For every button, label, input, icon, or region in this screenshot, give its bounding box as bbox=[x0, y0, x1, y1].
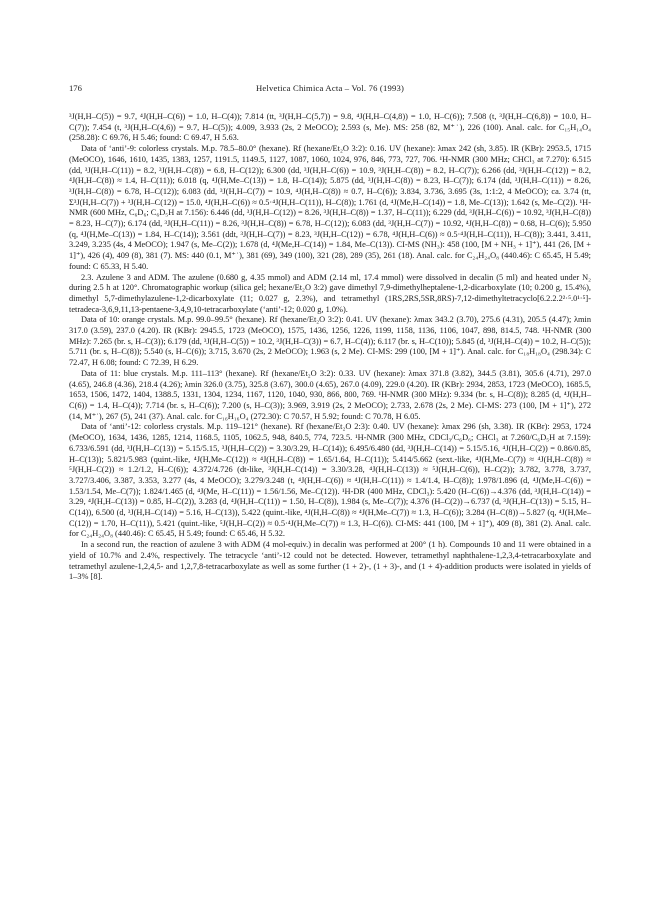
journal-title: Helvetica Chimica Acta – Vol. 76 (1993) bbox=[255, 83, 405, 93]
paragraph-section-2-3: 2.3. Azulene 3 and ADM. The azulene (0.680 g, 4.35 mmol) and ADM (2.14 ml, 17.4 mmol) were dissolved in decalin (5 ml) and heated under N₂ during 2.5 h at 120°. Chromatographic workup (silica gel; hexane/Et₂O 3:2) gave dimethyl 7,9-dimethylheptalene-1,2-dicarboxylate (10; 0.200 g, 15.4%), dimethyl 5,7-dimethylazulene-1,2-dicarboxylate (11; 0.027 g, 2.3%), and tetramethyl (1RS,2RS,5SR,8RS)-7,12-dimethyltetracyclo[6.2.2.2²·⁵.0¹·⁵]-tetradeca-3,6,9,11,13-pentaene-3,4,9,10-tetracarboxylate (‘anti’-12; 0.020 g, 1.0%). bbox=[69, 272, 591, 314]
journal-page bbox=[69, 82, 591, 897]
paragraph-data-anti-12: Data of ‘anti’-12: colorless crystals. M.p. 119–121° (hexane). Rf (hexane/Et₂O 2:3): 0.40. UV (hexane): λmax 296 (sh, 3.38). IR (KBr): 2953, 1724 (MeOCO), 1634, 1436, 1285, 1214, 1168.5, 1105, 1062.5, 948, 840.5, 774, 723.5. ¹H-NMR (300 MHz, CDCl₃/C₆D₆; CHCl₃ at 7.260/C₆D₅H at 7.159): 6.733/6.591 (dd, ³J(H,H–C(13)) = 5.15/5.15, ³J(H,H–C(2)) = 3.30/3.29, H–C(14)); 6.495/6.480 (dd, ³J(H,H–C(14)) = 5.15/5.16, ⁴J(H,H–C(2)) = 0.86/0.85, H–C(13)); 5.821/5.983 (quint.-like, ⁴J(H,Me–C(12)) ≈ ⁴J(H,H–C(8)) = 1.65/1.64, H–C(11)); 5.414/5.662 (sext.-like, ⁴J(H,Me–C(7)) ≈ ⁴J(H,H–C(8)) ≈ ⁵J(H,H–C(2)) ≈ 1.2/1.2, H–C(6)); 4.372/4.726 (dt-like, ³J(H,H–C(14)) = 3.30/3.28, ⁴J(H,H–C(13)) ≈ ⁵J(H,H–C(6)), H–C(2)); 3.782, 3.778, 3.737, 3.727/3.406, 3.387, 3.353, 3.277 (4s, 4 MeOCO); 3.279/3.248 (t, ⁴J(H,H–C(6)) ≈ ⁴J(H,H–C(11)) ≈ 1.4/1.4, H–C(8)); 1.978/1.896 (d, ⁴J(Me,H–C(6)) = 1.53/1.54, Me–C(7)); 1.824/1.465 (d, ⁴J(Me, H–C(11)) = 1.56/1.56, Me–C(12)). ¹H-DR (400 MHz, CDCl₃): 5.420 (H–C(6))→4.376 (dd, ³J(H,H–C(14)) = 3.29, ⁴J(H,H–C(13)) = 0.85, H–C(2)), 3.283 (d, ⁴J(H,H–C(11)) = 1.50, H–C(8)), 1.984 (s, Me–C(7)); 4.376 (H–C(2))→6.737 (d, ³J(H,H–C(13)) = 5.15, H–C(14)), 6.500 (d, ³J(H,H–C(14)) = 5.16, H–C(13)), 5.422 (quint.-like, ⁴J(H,H–C(8)) ≈ ⁴J(H,Me–C(7)) ≈ 1.3, H–C(6)); 3.284 (H–C(8))→5.827 (q, ⁴J(H,Me–C(12)) = 1.70, H–C(11)), 5.421 (quint.-like, ⁵J(H,H–C(2)) ≈ 0.5·⁴J(H,Me–C(7)) ≈ 1.3, H–C(6)). CI-MS: 441 (100, [M + 1]⁺), 409 (8), 381 (2). Anal. calc. for C₂₄H₂₄O₈ (440.46): C 65.45, H 5.49; found: C 65.46, H 5.32. bbox=[69, 422, 591, 539]
running-header bbox=[69, 82, 591, 96]
paragraph-data-10: Data of 10: orange crystals. M.p. 99.0–99.5° (hexane). Rf (hexane/Et₂O 3:2): 0.41. UV (hexane): λmax 343.2 (3.70), 275.6 (4.31), 205.5 (4.47); λmin 317.0 (3.59), 237.0 (4.20). IR (KBr): 2945.5, 1723 (MeOCO), 1575, 1436, 1256, 1226, 1199, 1158, 1136, 1106, 1047, 898, 814.5, 748. ¹H-NMR (300 MHz): 7.265 (br. s, H–C(3)); 6.179 (dd, ³J(H,H–C(5)) = 10.2, ³J(H,H–C(3)) = 6.7, H–C(4)); 6.117 (br. s, H–C(10)); 5.845 (d, ³J(H,H–C(4)) = 10.2, H–C(5)); 5.711 (br. s, H–C(8)); 5.540 (s, H–C(6)); 3.715, 3.670 (2s, 2 MeOCO); 1.963 (s, 2 Me). CI-MS: 299 (100, [M + 1]⁺). Anal. calc. for C₁₈H₁₈O₄ (298.34): C 72.47, H 6.08; found: C 72.39, H 6.29. bbox=[69, 315, 591, 368]
paragraph-nmr-continuation: ³J(H,H–C(5)) = 9.7, ⁴J(H,H–C(6)) = 1.0, H–C(4)); 7.814 (tt, ³J(H,H–C(5,7)) = 9.8, ⁴J(H,H–C(4,8)) = 1.0, H–C(6)); 7.508 (t, ³J(H,H–C(6,8)) = 10.0, H–C(7)); 7.454 (t, ³J(H,H–C(4,6)) = 9.7, H–C(5)); 4.009, 3.933 (2s, 2 MeOCO); 2.593 (s, Me). MS: 258 (82, M⁺˙), 226 (100). Anal. calc. for C₁₅H₁₄O₄ (258.28): C 69.76, H 5.46; found: C 69.47, H 5.63. bbox=[69, 112, 591, 143]
article-body bbox=[69, 112, 591, 583]
paragraph-data-anti-9: Data of ‘anti’-9: colorless crystals. M.p. 78.5–80.0° (hexane). Rf (hexane/Et₂O 3:2): 0.16. UV (hexane): λmax 242 (sh, 3.85). IR (KBr): 2953.5, 1715 (MeOCO), 1646, 1610, 1435, 1383, 1257, 1191.5, 1149.5, 1127, 1087, 1060, 1024, 976, 846, 773, 727, 706. ¹H-NMR (300 MHz; CHCl₃ at 7.270): 6.515 (dd, ³J(H,H–C(11)) = 8.2, ³J(H,H–C(8)) = 6.8, H–C(12)); 6.300 (dd, ³J(H,H–C(6)) = 10.9, ³J(H,H–C(8)) = 8.2, H–C(7)); 6.266 (dd, ³J(H,H–C(12)) = 8.2, ⁴J(H,H–C(8)) ≈ 1.4, H–C(11)); 6.018 (q, ⁴J(H,Me–C(13)) = 1.8, H–C(14)); 5.875 (dd, ³J(H,H–C(8)) = 8.23, H–C(7)); 6.174 (dd, ³J(H,H–C(11)) = 8.26, ³J(H,H–C(8)) = 6.78, H–C(12)); 6.083 (dd, ³J(H,H–C(7)) = 10.9, ⁴J(H,H–C(8)) ≈ 0.7, H–C(6)); 3.834, 3.736, 3.695 (3s, 1:1:2, 4 MeOCO); ca. 3.74 (tt, Σ³J(H,H–C(7)) + ³J(H,H–C(12)) = 15.0, ⁴J(H,H–C(6)) ≈ 0.5·⁴J(H,H–C(11)), H–C(8)); 1.761 (d, ⁴J(Me,H–C(14)) = 1.8, Me–C(13)); 1.642 (s, Me–C(2)). ¹H-NMR (600 MHz, C₆D₆; C₆D₅H at 7.156): 6.446 (dd, ³J(H,H–C(12)) = 8.26, ³J(H,H–C(8)) = 1.37, H–C(11)); 6.229 (dd, ³J(H,H–C(6)) = 10.92, ³J(H,H–C(8)) = 8.23, H–C(7)); 6.174 (dd, ³J(H,H–C(11)) = 8.26, ³J(H,H–C(8)) = 6.78, H–C(12)); 6.083 (dd, ³J(H,H–C(7)) = 10.92, ⁴J(H,H–C(8)) = 0.68, H–C(6)); 5.950 (q, ⁴J(H,Me–C(13)) = 1.84, H–C(14)); 3.561 (ddt, ³J(H,H–C(7)) = 8.23, ³J(H,H–C(12)) = 6.78, ⁴J(H,H–C(6)) ≈ 0.5·⁴J(H,H–C(11)), H–C(8)); 3.441, 3.411, 3.249, 3.235 (4s, 4 MeOCO); 1.947 (s, Me–C(2)); 1.678 (d, ⁴J(Me,H–C(14)) = 1.84, Me–C(13)). CI-MS (NH₃): 458 (100, [M + NH₃ + 1]⁺), 441 (26, [M + 1]⁺), 426 (4), 409 (8), 381 (7). MS: 440 (0.1, M⁺˙), 381 (69), 349 (100), 321 (28), 289 (35), 261 (18). Anal. calc. for C₂₄H₂₄O₈ (440.46): C 65.45, H 5.49; found: C 65.33, H 5.40. bbox=[69, 144, 591, 271]
paragraph-second-run: In a second run, the reaction of azulene 3 with ADM (4 mol-equiv.) in decalin was performed at 200° (1 h). Compounds 10 and 11 were obtained in a yield of 10.7% and 2.4%, respectively. The tetracycle ‘anti’-12 could not be detected. However, tetramethyl naphthalene-1,2,3,4-tetracarboxylate and tetramethyl azulene-1,2,4,5- and 1,2,7,8-tetracarboxylate as well as some further (1 + 2)-, (1 + 3)-, and (1 + 4)-addition products were isolated in yields of 1–3% [8]. bbox=[69, 540, 591, 582]
paragraph-data-11: Data of 11: blue crystals. M.p. 111–113° (hexane). Rf (hexane/Et₂O 3:2): 0.33. UV (hexane): λmax 371.8 (3.82), 344.5 (3.81), 305.6 (4.71), 297.0 (4.65), 246.8 (4.36), 218.4 (4.26); λmin 326.0 (3.75), 325.8 (3.67), 300.0 (4.65), 267.0 (4.09), 229.0 (4.20). IR (KBr): 2934, 2853, 1723 (MeOCO), 1685.5, 1653, 1506, 1472, 1404, 1388.5, 1331, 1304, 1234, 1167, 1120, 1040, 930, 866, 800, 769. ¹H-NMR (300 MHz): 9.334 (br. s, H–C(8)); 8.285 (d, ⁴J(H,H–C(6)) = 1.4, H–C(4)); 7.714 (br. s, H–C(6)); 7.200 (s, H–C(3)); 3.969, 3.919 (2s, 2 MeOCO); 2.733, 2.678 (2s, 2 Me). CI-MS: 273 (100, [M + 1]⁺), 272 (14, M⁺˙), 267 (5), 241 (37). Anal. calc. for C₁₆H₁₆O₄ (272.30): C 70.57, H 5.92; found: C 70.78, H 6.05. bbox=[69, 368, 591, 421]
page-number: 176 bbox=[69, 83, 82, 93]
